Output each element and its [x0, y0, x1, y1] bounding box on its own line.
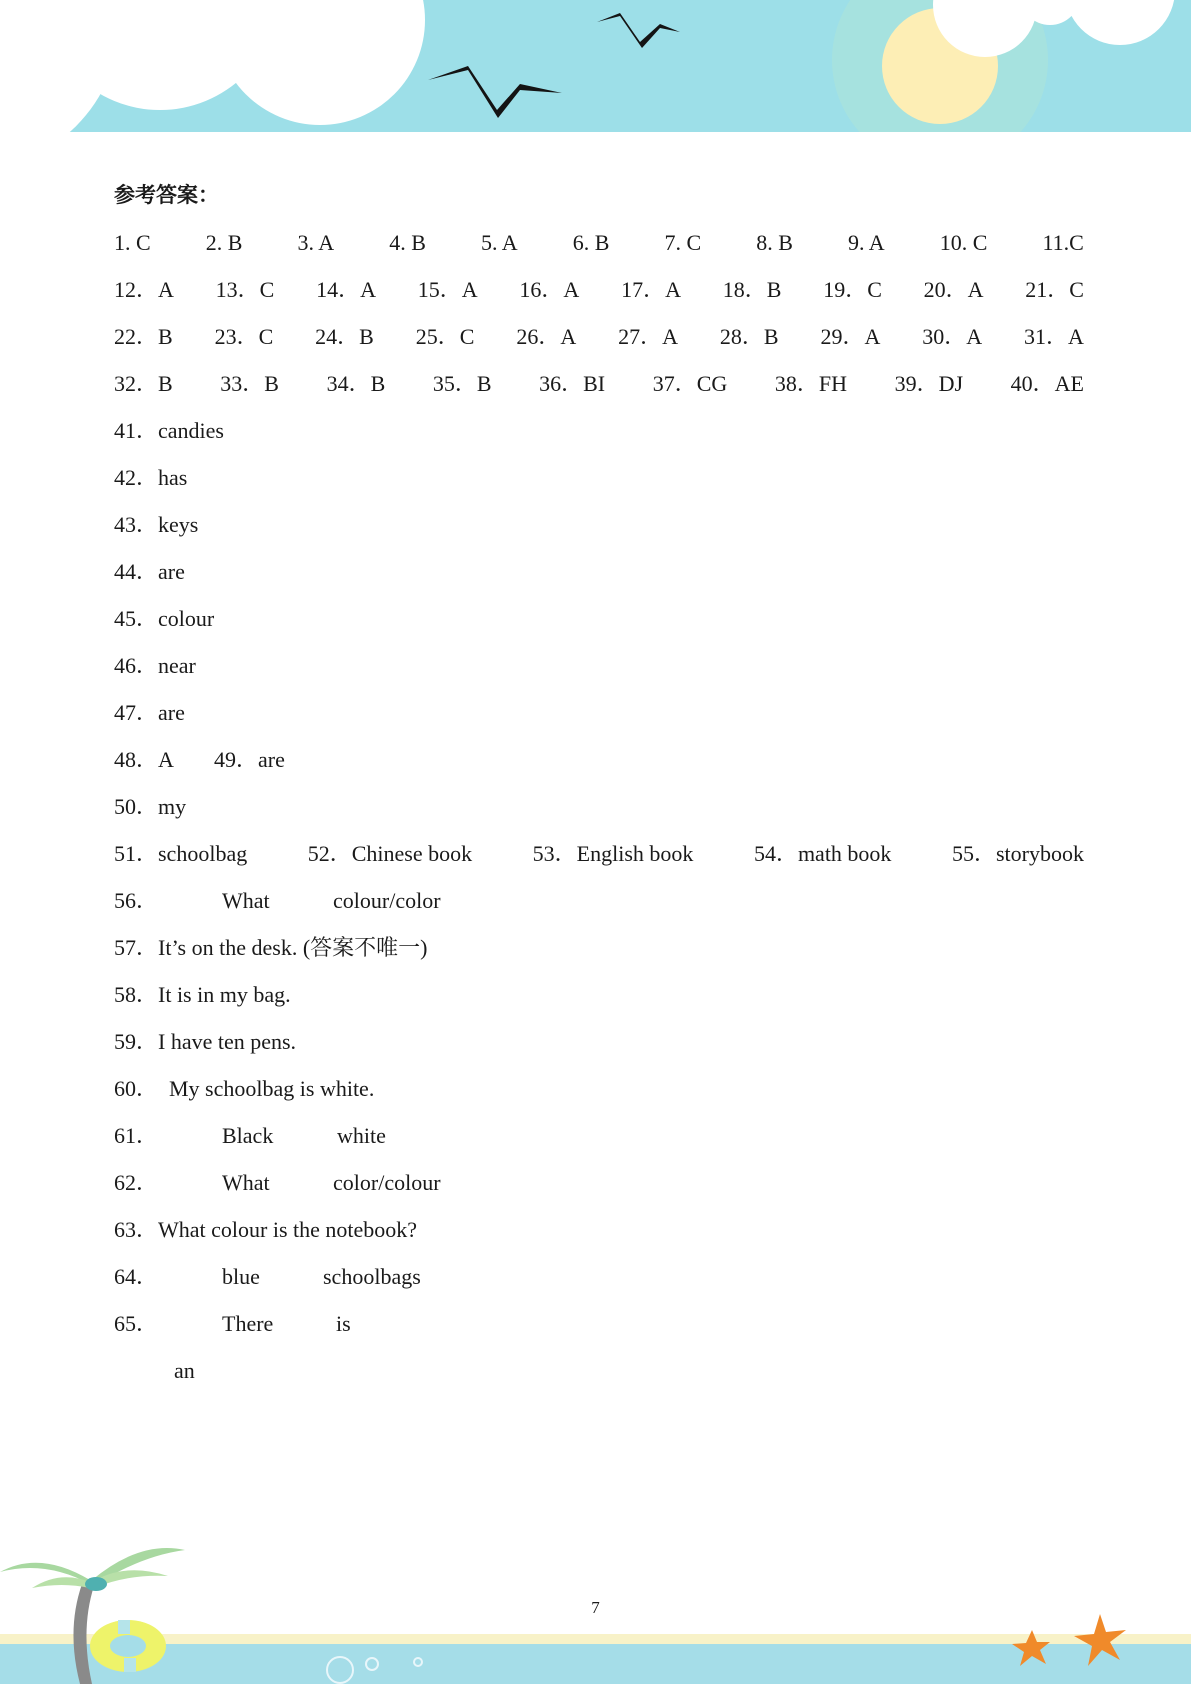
- answer-number: 65．: [114, 1311, 159, 1336]
- answer-item: 54．math book: [753, 841, 892, 866]
- answer-line: 47．are: [114, 700, 185, 725]
- answer-item: 2. B: [205, 230, 243, 255]
- answer-item: 6. B: [572, 230, 610, 255]
- answer-number: 62．: [114, 1170, 159, 1195]
- answer-number: 64．: [114, 1264, 159, 1289]
- answer-item: 1. C: [114, 230, 151, 255]
- answer-line: [114, 736, 1084, 783]
- answer-item: 20．A: [923, 277, 984, 302]
- answer-line: 58．It is in my bag.: [114, 982, 291, 1007]
- answer-item: 29．A: [820, 324, 881, 349]
- answer-item: 48．A: [114, 747, 174, 772]
- answer-word: What: [222, 888, 270, 913]
- answer-item: 39．DJ: [894, 371, 964, 396]
- answer-item: 24．B: [315, 324, 374, 349]
- mc-row: [114, 266, 1084, 313]
- answer-word: is: [336, 1311, 351, 1336]
- answer-line: [114, 877, 1084, 924]
- answer-line: 60． My schoolbag is white.: [114, 1076, 375, 1101]
- sea-band: [0, 1644, 1191, 1684]
- answer-line: 50．my: [114, 794, 187, 819]
- answer-item: 21．C: [1025, 277, 1084, 302]
- answer-item: 28．B: [719, 324, 779, 349]
- answer-item: 30．A: [922, 324, 983, 349]
- answer-word: blue: [222, 1264, 260, 1289]
- answer-item: 11.C: [1042, 230, 1084, 255]
- answer-item: 36．BI: [539, 371, 606, 396]
- answer-item: 19．C: [823, 277, 882, 302]
- page-number: 7: [591, 1598, 600, 1617]
- answer-line: 43．keys: [114, 512, 199, 537]
- answer-line: 57．It’s on the desk. (答案不唯一): [114, 935, 428, 960]
- answer-item: 5. A: [481, 230, 518, 255]
- answer-item: 32．B: [114, 371, 173, 396]
- answer-item: 14．A: [316, 277, 376, 302]
- answer-item: 31．A: [1024, 324, 1084, 349]
- answer-line: [114, 830, 1084, 877]
- answer-item: 13．C: [215, 277, 275, 302]
- answer-word: There: [222, 1311, 274, 1336]
- mc-row: [114, 313, 1084, 360]
- answer-item: 25．C: [415, 324, 475, 349]
- header-banner: [0, 0, 1191, 135]
- answer-item: 8. B: [756, 230, 793, 255]
- answer-item: 51．schoolbag: [114, 841, 248, 866]
- answer-line: 44．are: [114, 559, 185, 584]
- answer-item: 35．B: [432, 371, 492, 396]
- answer-line: an: [174, 1358, 195, 1383]
- answer-word: schoolbags: [323, 1264, 421, 1289]
- answer-item: 53．English book: [532, 841, 694, 866]
- answer-word: color/colour: [333, 1170, 441, 1195]
- answer-line: [114, 1253, 1084, 1300]
- answer-number: 61．: [114, 1123, 159, 1148]
- footer-banner: [0, 1530, 1191, 1684]
- answer-line: 59．I have ten pens.: [114, 1029, 297, 1054]
- answer-item: 15．A: [417, 277, 478, 302]
- answer-item: 17．A: [621, 277, 681, 302]
- answer-word: What: [222, 1170, 270, 1195]
- answer-item: 16．A: [519, 277, 580, 302]
- answer-number: 56．: [114, 888, 159, 913]
- answer-line: 45．colour: [114, 606, 215, 631]
- answer-line: [114, 1112, 1084, 1159]
- answer-line: [114, 1159, 1084, 1206]
- answer-item: 38．FH: [774, 371, 848, 396]
- answer-item: 4. B: [389, 230, 426, 255]
- answer-item: 40．AE: [1010, 371, 1084, 396]
- mc-row: [114, 360, 1084, 407]
- answer-line: [114, 1300, 1084, 1347]
- answer-word: white: [337, 1123, 386, 1148]
- answer-item: 22．B: [114, 324, 173, 349]
- swim-ring-icon: [90, 1620, 166, 1672]
- answer-item: 10. C: [939, 230, 988, 255]
- answer-line: 63．What colour is the notebook?: [114, 1217, 418, 1242]
- answer-heading: 参考答案：: [114, 183, 219, 207]
- answer-line: 46．near: [114, 653, 196, 678]
- answer-item: 9. A: [848, 230, 885, 255]
- answer-item: 12．A: [114, 277, 174, 302]
- answer-item: 49．are: [214, 747, 285, 772]
- answer-item: 33．B: [220, 371, 279, 396]
- answer-line: 42．has: [114, 465, 188, 490]
- answer-item: 23．C: [214, 324, 274, 349]
- answer-item: 27．A: [618, 324, 678, 349]
- mc-row: [114, 219, 1084, 266]
- answer-content: [114, 172, 1084, 1394]
- answer-word: colour/color: [333, 888, 441, 913]
- sand-band: [0, 1634, 1191, 1644]
- answer-item: 26．A: [516, 324, 577, 349]
- answer-item: 3. A: [297, 230, 335, 255]
- answer-item: 7. C: [664, 230, 702, 255]
- answer-item: 55．storybook: [951, 841, 1084, 866]
- answer-item: 34．B: [326, 371, 386, 396]
- answer-line: 41．candies: [114, 418, 224, 443]
- answer-item: 18．B: [722, 277, 782, 302]
- answer-item: 37．CG: [652, 371, 728, 396]
- answer-item: 52．Chinese book: [307, 841, 473, 866]
- answer-word: Black: [222, 1123, 274, 1148]
